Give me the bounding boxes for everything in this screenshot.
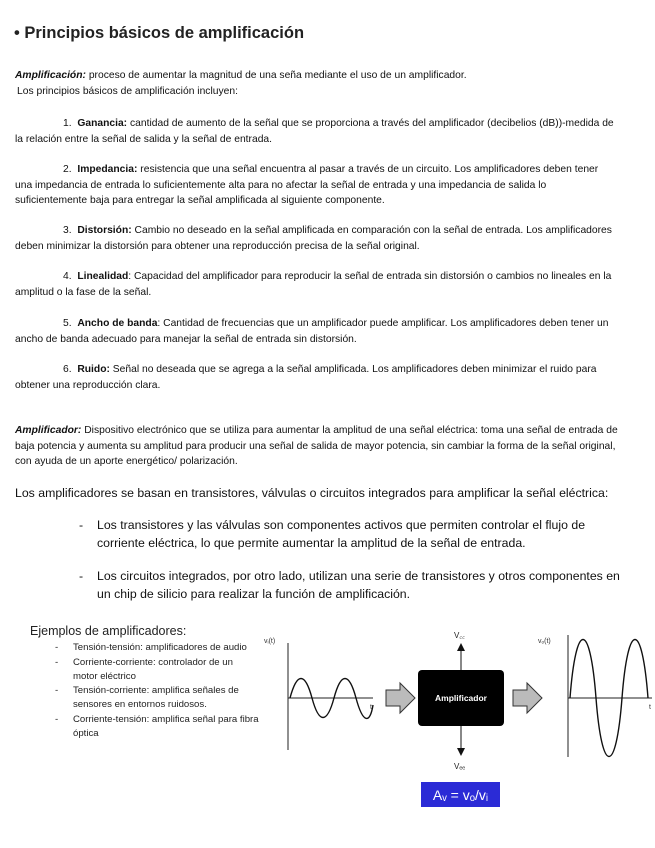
principle-name: Ganancia: bbox=[77, 118, 128, 129]
principle-number: 4. bbox=[63, 271, 72, 282]
amplificador-text: Dispositivo electrónico que se utiliza para aumentar la amplitud de una señal eléctrica: toma una señal de entrada de baja potencia y aumenta su amplitud para producir una señal de salida de mayor potencia, sin cambiar la forma de la señal original, con ayuda de un aporte energético/ polarización. bbox=[15, 425, 618, 467]
vee-label: Vₑₑ bbox=[454, 762, 466, 771]
principle-name: Linealidad bbox=[77, 271, 129, 282]
principle-name: Distorsión: bbox=[77, 225, 132, 236]
basis-bullet-circuitos bbox=[79, 567, 629, 605]
example-text: Corriente-corriente: controlador de un motor eléctrico bbox=[73, 656, 233, 682]
principle-item-distorsion bbox=[15, 223, 615, 254]
amplifier-block-label: Amplificador bbox=[435, 693, 487, 703]
example-text: Corriente-tensión: amplifica señal para fibra óptica bbox=[73, 713, 259, 739]
examples-title: Ejemplos de amplificadores: bbox=[30, 624, 187, 638]
principle-text: Cambio no deseado en la señal amplificada en comparación con la señal de entrada. Los amplificadores deben minimizar la distorsión para obtener una reproducción precisa de la señal original. bbox=[15, 225, 612, 252]
bullet-dash: - bbox=[79, 518, 84, 532]
amplificador-term: Amplificador: bbox=[15, 425, 82, 436]
gain-formula: Aᵥ = vₒ/vᵢ bbox=[421, 782, 500, 807]
output-time-label: t bbox=[649, 704, 651, 711]
principle-number: 2. bbox=[63, 164, 72, 175]
principle-item-ruido bbox=[15, 362, 615, 393]
principle-text: resistencia que una señal encuentra al pasar a través de un circuito. Los amplificadores deben tener una impedancia de entrada lo suficientemente alta para no afectar la señal de entrada y una impedancia de salida lo suficientemente baja para entregar la señal amplificada al siguiente componente. bbox=[15, 164, 599, 206]
basis-bullet-transistores bbox=[79, 516, 629, 554]
bullet-dash: - bbox=[79, 569, 84, 583]
vcc-label: V꜀꜀ bbox=[454, 631, 465, 640]
output-arrow-icon bbox=[513, 683, 542, 713]
bullet-dash: - bbox=[55, 656, 59, 668]
amplifier-diagram bbox=[260, 625, 655, 780]
list-item bbox=[55, 656, 260, 684]
amplificacion-text: proceso de aumentar la magnitud de una seña mediante el uso de un amplificador. bbox=[85, 70, 467, 81]
principle-item-ganancia bbox=[15, 116, 615, 147]
principle-text: : Capacidad del amplificador para reproducir la señal de entrada sin distorsión o cambios no lineales en la amplitud o la fase de la señal. bbox=[15, 271, 612, 298]
principle-text: cantidad de aumento de la señal que se proporciona a través del amplificador (decibelios (dB))-medida de la relación entre la señal de salida y la señal de entrada. bbox=[15, 118, 614, 145]
input-signal-label: vᵢ(t) bbox=[264, 638, 276, 645]
example-text: Tensión-corriente: amplifica señales de sensores en entornos ruidosos. bbox=[73, 685, 239, 711]
amplificador-definition bbox=[15, 423, 620, 470]
list-item bbox=[55, 713, 260, 741]
page-title: • Principios básicos de amplificación bbox=[14, 24, 305, 42]
principle-item-ancho-de-banda bbox=[15, 316, 615, 347]
principle-text: Señal no deseada que se agrega a la señal amplificada. Los amplificadores deben minimizar el ruido para obtener una reproducción clara. bbox=[15, 364, 597, 391]
input-arrow-icon bbox=[386, 683, 415, 713]
output-signal-label: vₒ(t) bbox=[538, 638, 551, 645]
principle-item-linealidad bbox=[15, 269, 615, 300]
principle-number: 5. bbox=[63, 318, 72, 329]
basis-paragraph: Los amplificadores se basan en transistores, válvulas o circuitos integrados para amplificar la señal eléctrica: bbox=[15, 486, 609, 500]
bullet-dash: - bbox=[55, 685, 59, 697]
input-time-label: t bbox=[370, 704, 372, 711]
amplificacion-term: Amplificación: bbox=[15, 70, 86, 81]
principle-name: Impedancia: bbox=[77, 164, 138, 175]
bullet-dash: - bbox=[55, 642, 59, 653]
examples-list bbox=[55, 641, 260, 742]
example-text: Tensión-tensión: amplificadores de audio bbox=[73, 642, 247, 653]
list-item bbox=[55, 641, 260, 655]
amplificacion-definition bbox=[15, 68, 635, 84]
principle-name: Ruido: bbox=[77, 364, 110, 375]
bullet-dash: - bbox=[55, 713, 59, 725]
bullet-text: Los circuitos integrados, por otro lado, utilizan una serie de transistores y otros componentes en un chip de silicio para realizar la función de amplificación. bbox=[97, 569, 620, 601]
principle-number: 3. bbox=[63, 225, 72, 236]
principles-intro: Los principios básicos de amplificación incluyen: bbox=[17, 86, 238, 97]
bullet-text: Los transistores y las válvulas son componentes activos que permiten controlar el flujo de corriente eléctrica, lo que permite aumentar la amplitud de la señal de entrada. bbox=[97, 518, 586, 550]
principle-number: 6. bbox=[63, 364, 72, 375]
list-item bbox=[55, 684, 260, 712]
principle-text: : Cantidad de frecuencias que un amplificador puede amplificar. Los amplificadores deben tener un ancho de banda adecuado para manejar la señal de entrada sin distorsión. bbox=[15, 318, 609, 345]
principle-item-impedancia bbox=[15, 162, 615, 209]
principle-number: 1. bbox=[63, 118, 72, 129]
principle-name: Ancho de banda bbox=[77, 318, 158, 329]
